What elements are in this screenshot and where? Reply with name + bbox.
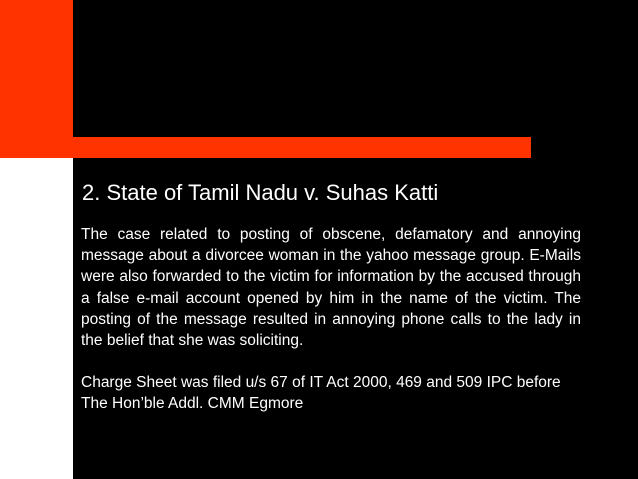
orange-corner-block: [0, 0, 73, 158]
slide-title: 2. State of Tamil Nadu v. Suhas Katti: [82, 180, 439, 205]
body-paragraph-charge-sheet: Charge Sheet was filed u/s 67 of IT Act 2000, 469 and 509 IPC before The Hon’ble Addl. CMM Egmore: [81, 374, 561, 413]
orange-accent-bar: [73, 137, 531, 158]
body-paragraph-case-description: The case related to posting of obscene, defamatory and annoying message about a divorcee woman in the yahoo message group. E-Mails were also forwarded to the victim for information by the accused through a false e-mail account opened by him in the name of the victim. The posting of the message resulted in annoying phone calls to the lady in the belief that she was soliciting.: [81, 226, 581, 350]
slide-body: [81, 224, 581, 415]
